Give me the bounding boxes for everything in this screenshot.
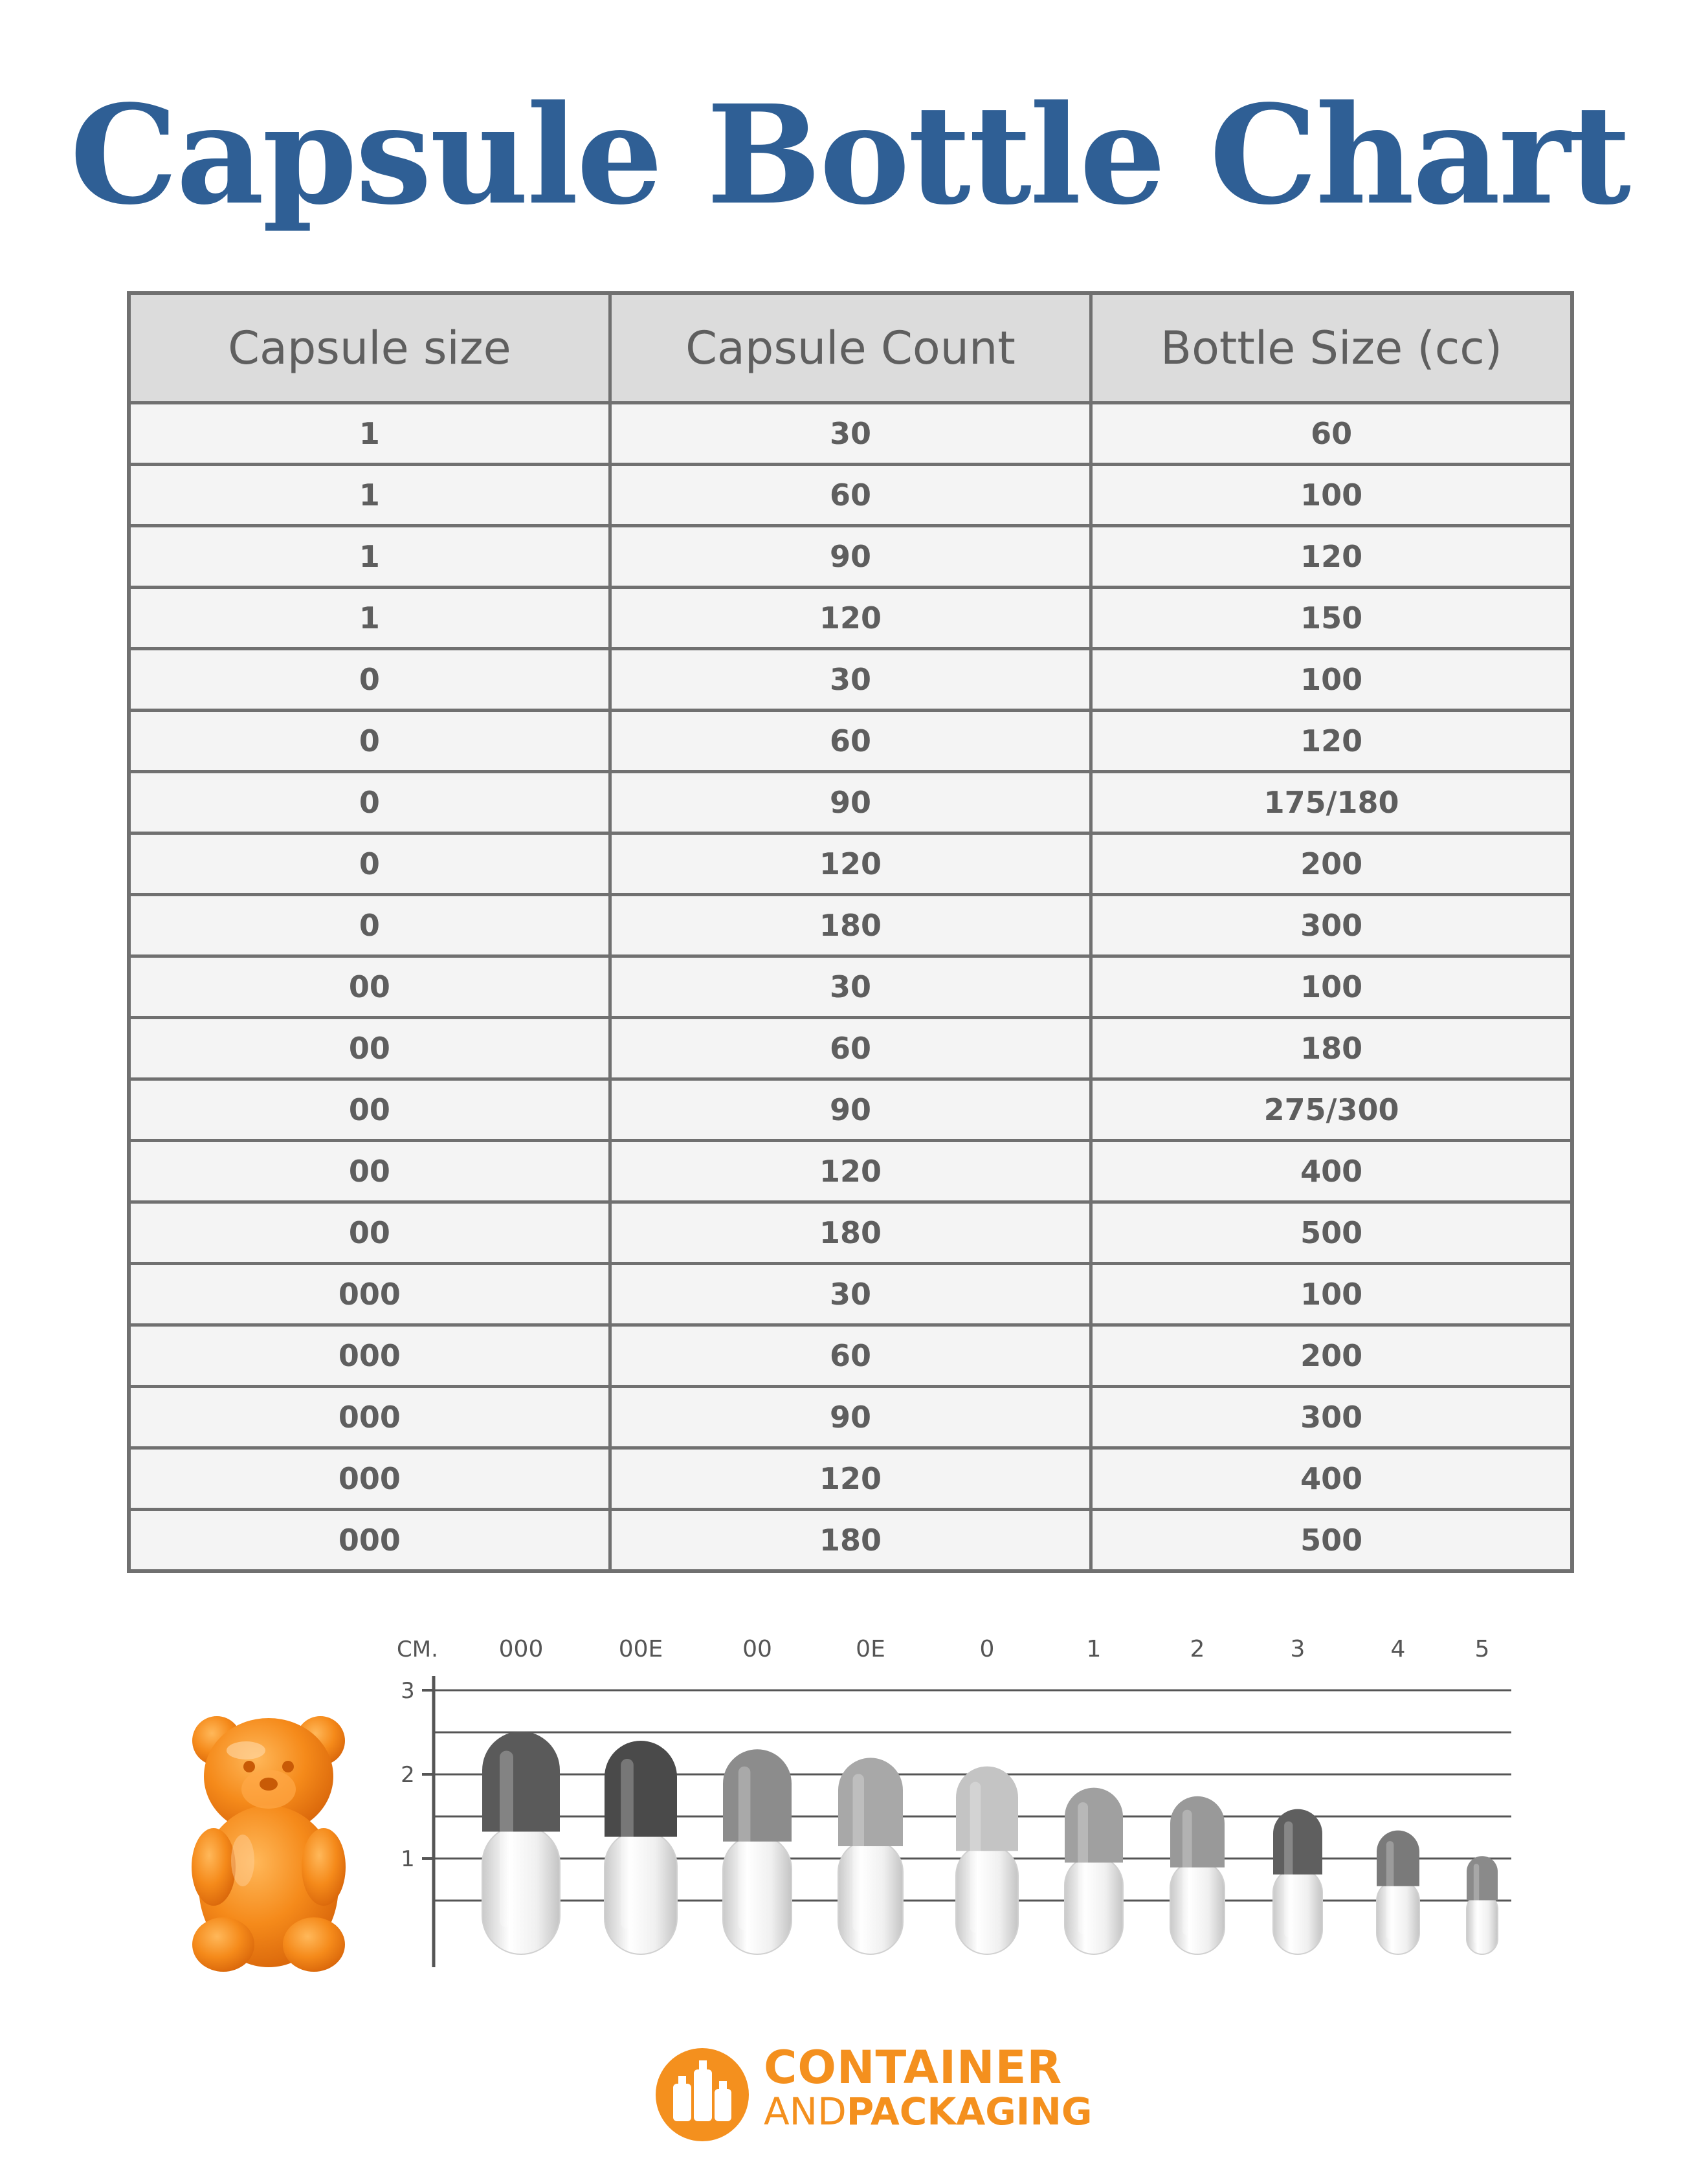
cell-capsule-size: 00 bbox=[129, 1141, 610, 1202]
cell-bottle-size: 400 bbox=[1091, 1141, 1572, 1202]
cell-capsule-count: 120 bbox=[610, 588, 1091, 649]
cell-capsule-size: 0 bbox=[129, 833, 610, 895]
cell-bottle-size: 100 bbox=[1091, 1264, 1572, 1325]
capsule-highlight bbox=[970, 1782, 981, 1933]
cell-bottle-size: 300 bbox=[1091, 895, 1572, 956]
capsule-body bbox=[605, 1831, 677, 1955]
capsule-00e bbox=[605, 1741, 677, 1954]
header-capsule-count: Capsule Count bbox=[610, 293, 1091, 403]
capsule-body bbox=[1377, 1880, 1419, 1954]
capsule-body bbox=[956, 1844, 1018, 1954]
cell-capsule-size: 00 bbox=[129, 1079, 610, 1141]
capsule-body bbox=[1467, 1894, 1498, 1954]
cell-capsule-size: 00 bbox=[129, 1018, 610, 1079]
cell-capsule-size: 000 bbox=[129, 1387, 610, 1448]
capsule-body bbox=[838, 1840, 903, 1954]
capsule-size-label: 1 bbox=[1086, 1636, 1102, 1662]
capsule-cap bbox=[956, 1767, 1018, 1851]
table-row bbox=[129, 588, 1572, 649]
brand-logo bbox=[654, 2038, 1093, 2142]
capsule-highlight bbox=[853, 1774, 865, 1932]
cell-bottle-size: 120 bbox=[1091, 711, 1572, 772]
cell-capsule-size: 000 bbox=[129, 1448, 610, 1510]
cell-capsule-count: 30 bbox=[610, 1264, 1091, 1325]
cell-bottle-size: 500 bbox=[1091, 1202, 1572, 1264]
capsule-size-label: 3 bbox=[1290, 1636, 1305, 1662]
cell-capsule-size: 00 bbox=[129, 956, 610, 1018]
cell-bottle-size: 400 bbox=[1091, 1448, 1572, 1510]
capsule-cap bbox=[1273, 1809, 1322, 1875]
table-row bbox=[129, 772, 1572, 833]
capsule-highlight bbox=[1183, 1810, 1192, 1936]
capsule-cap bbox=[482, 1731, 560, 1831]
table-body bbox=[129, 403, 1572, 1572]
capsule-size-label: 00 bbox=[742, 1636, 772, 1662]
capsule-size-label: 00E bbox=[618, 1636, 663, 1662]
table-row bbox=[129, 1510, 1572, 1572]
cell-capsule-size: 1 bbox=[129, 465, 610, 526]
capsule-highlight bbox=[621, 1759, 634, 1929]
cell-bottle-size: 100 bbox=[1091, 956, 1572, 1018]
table-row bbox=[129, 711, 1572, 772]
capsule-body bbox=[1273, 1868, 1322, 1954]
brand-name-line1: CONTAINER bbox=[764, 2041, 1063, 2094]
capsule-000 bbox=[482, 1731, 560, 1954]
table-row bbox=[129, 1325, 1572, 1387]
capsule-bottle-table bbox=[127, 291, 1574, 1573]
page-title: Capsule Bottle Chart bbox=[69, 75, 1630, 235]
cell-bottle-size: 150 bbox=[1091, 588, 1572, 649]
cell-bottle-size: 300 bbox=[1091, 1387, 1572, 1448]
capsule-highlight bbox=[1284, 1822, 1293, 1937]
cell-capsule-count: 60 bbox=[610, 465, 1091, 526]
capsule-size-label: 2 bbox=[1190, 1636, 1205, 1662]
cell-capsule-size: 000 bbox=[129, 1510, 610, 1572]
cell-bottle-size: 100 bbox=[1091, 649, 1572, 711]
cell-capsule-count: 90 bbox=[610, 772, 1091, 833]
chart-unit-label: CM. bbox=[397, 1637, 438, 1662]
capsule-size-label: 000 bbox=[498, 1636, 544, 1662]
cell-capsule-count: 180 bbox=[610, 1510, 1091, 1572]
cell-capsule-count: 120 bbox=[610, 1141, 1091, 1202]
capsule-body bbox=[1170, 1861, 1225, 1954]
cell-capsule-count: 180 bbox=[610, 1202, 1091, 1264]
table-row bbox=[129, 1141, 1572, 1202]
cell-capsule-size: 1 bbox=[129, 588, 610, 649]
capsule-cap bbox=[1467, 1856, 1498, 1900]
cell-capsule-size: 1 bbox=[129, 403, 610, 465]
table-row bbox=[129, 956, 1572, 1018]
capsule-00 bbox=[723, 1749, 792, 1954]
capsule-cap bbox=[1065, 1788, 1123, 1863]
table-header-row bbox=[129, 293, 1572, 403]
capsule-size-label: 0 bbox=[979, 1636, 995, 1662]
cell-capsule-count: 60 bbox=[610, 711, 1091, 772]
table-row bbox=[129, 1079, 1572, 1141]
capsule-cap bbox=[1377, 1831, 1419, 1886]
cell-bottle-size: 100 bbox=[1091, 465, 1572, 526]
cell-capsule-count: 180 bbox=[610, 895, 1091, 956]
cell-capsule-count: 60 bbox=[610, 1018, 1091, 1079]
cell-capsule-size: 0 bbox=[129, 772, 610, 833]
table-row bbox=[129, 1387, 1572, 1448]
cell-bottle-size: 275/300 bbox=[1091, 1079, 1572, 1141]
capsule-highlight bbox=[1386, 1841, 1394, 1939]
table-row bbox=[129, 1018, 1572, 1079]
table-row bbox=[129, 526, 1572, 588]
capsule-body bbox=[1065, 1856, 1123, 1954]
capsule-size-label: 5 bbox=[1474, 1636, 1490, 1662]
cell-capsule-count: 90 bbox=[610, 1079, 1091, 1141]
cell-bottle-size: 175/180 bbox=[1091, 772, 1572, 833]
capsule-1 bbox=[1065, 1788, 1123, 1954]
bottles-logo-icon bbox=[654, 2046, 751, 2143]
capsule-cap bbox=[723, 1749, 792, 1842]
capsule-highlight bbox=[500, 1750, 513, 1927]
cell-capsule-size: 0 bbox=[129, 649, 610, 711]
cell-capsule-size: 000 bbox=[129, 1264, 610, 1325]
header-bottle-size: Bottle Size (cc) bbox=[1091, 293, 1572, 403]
capsule-cap bbox=[838, 1758, 903, 1846]
cell-bottle-size: 60 bbox=[1091, 403, 1572, 465]
cell-capsule-size: 0 bbox=[129, 711, 610, 772]
cell-capsule-size: 00 bbox=[129, 1202, 610, 1264]
capsule-cap bbox=[605, 1741, 677, 1837]
cell-capsule-count: 30 bbox=[610, 956, 1091, 1018]
table-row bbox=[129, 1264, 1572, 1325]
chart-y-tick-label: 1 bbox=[401, 1846, 415, 1872]
cell-capsule-size: 1 bbox=[129, 526, 610, 588]
cell-capsule-count: 120 bbox=[610, 1448, 1091, 1510]
capsule-3 bbox=[1273, 1809, 1322, 1954]
cell-capsule-count: 60 bbox=[610, 1325, 1091, 1387]
brand-name-packaging: PACKAGING bbox=[846, 2090, 1093, 2134]
table-row bbox=[129, 1448, 1572, 1510]
cell-bottle-size: 180 bbox=[1091, 1018, 1572, 1079]
cell-capsule-count: 90 bbox=[610, 1387, 1091, 1448]
table-row bbox=[129, 1202, 1572, 1264]
cell-capsule-count: 90 bbox=[610, 526, 1091, 588]
table-row bbox=[129, 403, 1572, 465]
table-row bbox=[129, 833, 1572, 895]
capsule-0 bbox=[956, 1767, 1018, 1954]
capsule-2 bbox=[1170, 1796, 1225, 1954]
cell-capsule-count: 120 bbox=[610, 833, 1091, 895]
capsule-0e bbox=[838, 1758, 903, 1954]
capsule-highlight bbox=[1474, 1864, 1479, 1943]
capsule-5 bbox=[1467, 1856, 1498, 1954]
cell-bottle-size: 500 bbox=[1091, 1510, 1572, 1572]
cell-bottle-size: 200 bbox=[1091, 1325, 1572, 1387]
capsule-highlight bbox=[738, 1767, 751, 1930]
capsule-body bbox=[723, 1835, 792, 1954]
cell-capsule-count: 30 bbox=[610, 649, 1091, 711]
cell-capsule-count: 30 bbox=[610, 403, 1091, 465]
capsule-size-label: 0E bbox=[856, 1636, 885, 1662]
capsule-size-chart bbox=[175, 1631, 1534, 1980]
capsule-4 bbox=[1377, 1831, 1419, 1954]
capsule-body bbox=[482, 1826, 560, 1954]
header-capsule-size: Capsule size bbox=[129, 293, 610, 403]
cell-bottle-size: 200 bbox=[1091, 833, 1572, 895]
chart-y-tick-label: 3 bbox=[401, 1678, 415, 1704]
table-row bbox=[129, 465, 1572, 526]
capsule-cap bbox=[1170, 1796, 1225, 1868]
brand-name-and: AND bbox=[764, 2090, 847, 2134]
chart-y-tick-label: 2 bbox=[401, 1762, 415, 1788]
cell-capsule-size: 000 bbox=[129, 1325, 610, 1387]
capsule-highlight bbox=[1078, 1802, 1088, 1934]
capsule-size-label: 4 bbox=[1390, 1636, 1406, 1662]
cell-bottle-size: 120 bbox=[1091, 526, 1572, 588]
table-row bbox=[129, 649, 1572, 711]
cell-capsule-size: 0 bbox=[129, 895, 610, 956]
brand-name-line2 bbox=[764, 2090, 1093, 2133]
table-row bbox=[129, 895, 1572, 956]
